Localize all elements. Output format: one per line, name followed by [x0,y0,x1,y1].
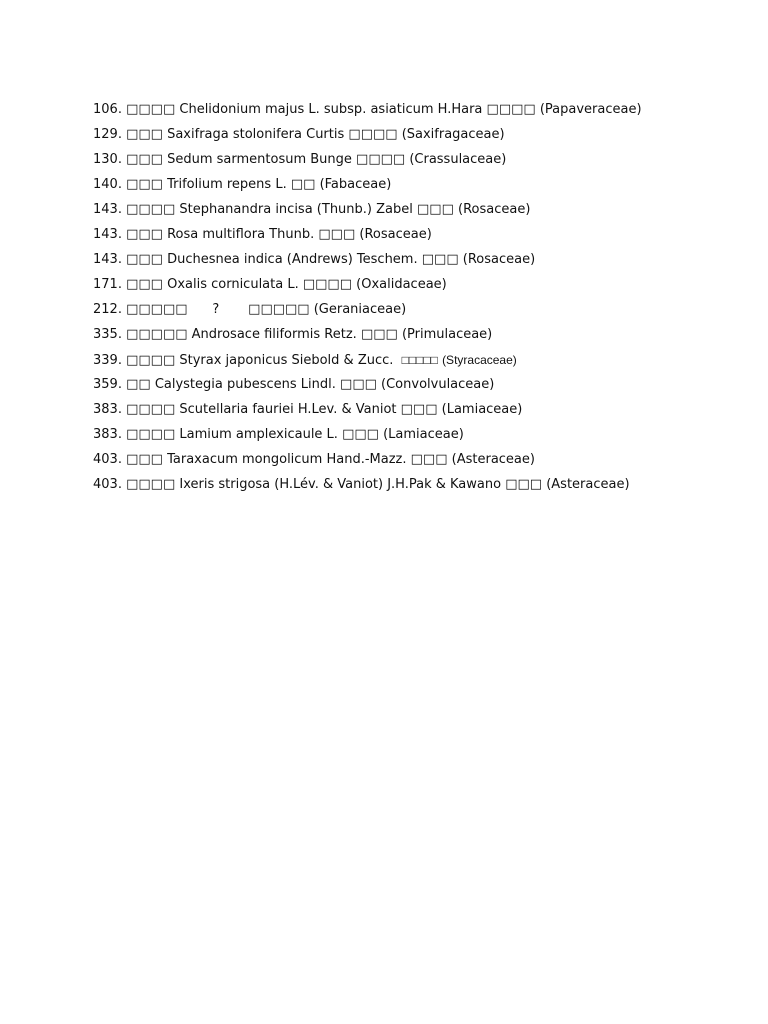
list-item [93,250,753,275]
scientific-name: Taraxacum mongolicum Hand.-Mazz. [167,452,407,467]
entry-number: 359. [93,377,122,392]
family-korean-name: □□□ [342,427,379,442]
korean-name: □□□□ [126,202,176,217]
family-name: (Rosaceae) [462,252,536,267]
list-item [93,325,753,350]
list-item [93,425,753,450]
korean-name: □□□□ [126,427,176,442]
korean-name: □□□□ [126,402,176,417]
korean-name: □□□□□ [126,302,188,317]
scientific-name: ? [191,302,245,317]
family-korean-name: □□□ [400,402,438,417]
entry-number: 339. [93,353,122,368]
scientific-name: Oxalis corniculata L. [167,277,299,292]
korean-name: □□□ [126,177,163,192]
entry-number: 403. [93,452,122,467]
list-item [93,400,753,425]
family-korean-name: □□□ [318,227,356,242]
family-name: (Papaveraceae) [539,102,642,117]
family-korean-name: □□□□ [356,152,406,167]
list-item [93,275,753,300]
family-name: (Lamiaceae) [441,402,523,417]
family-name: (Oxalidaceae) [356,277,447,292]
family-korean-name: □□□ [410,452,448,467]
family-name: (Asteraceae) [546,477,630,492]
scientific-name: Stephanandra incisa (Thunb.) Zabel [179,202,413,217]
family-korean-name: □□□ [417,202,454,217]
entry-number: 171. [93,277,122,292]
entry-number: 106. [93,102,122,117]
family-korean-name: □□□ [421,252,459,267]
entry-number: 383. [93,402,122,417]
scientific-name: Rosa multiflora Thunb. [167,227,315,242]
family-name: (Primulaceae) [401,327,493,342]
scientific-name: Saxifraga stolonifera Curtis [167,127,345,142]
entry-number: 130. [93,152,122,167]
list-item [93,225,753,250]
family-korean-name: □□□□ [486,102,536,117]
family-name: (Fabaceae) [319,177,392,192]
korean-name: □□□□ [126,477,176,492]
scientific-name: Trifolium repens L. [167,177,287,192]
korean-name: □□□ [126,277,163,292]
entry-number: 129. [93,127,122,142]
family-name: (Asteraceae) [451,452,535,467]
scientific-name: Styrax japonicus Siebold & Zucc. [179,353,398,368]
family-name: (Crassulaceae) [409,152,507,167]
scientific-name: Sedum sarmentosum Bunge [167,152,352,167]
list-item [93,150,753,175]
entry-number: 335. [93,327,122,342]
family-korean-name: □□□□□ [401,353,438,367]
korean-name: □□□ [126,252,163,267]
family-korean-name: □□□ [340,377,377,392]
family-name: (Lamiaceae) [383,427,464,442]
scientific-name: Scutellaria fauriei H.Lev. & Vaniot [179,402,397,417]
list-item [93,450,753,475]
entry-number: 143. [93,227,122,242]
entry-number: 403. [93,477,122,492]
korean-name: □□□□ [126,102,176,117]
family-name: (Styracaceae) [442,353,517,367]
family-korean-name: □□□□□ [248,302,310,317]
list-item [93,350,753,375]
species-list [93,100,753,500]
korean-name: □□□□□ [126,327,188,342]
entry-number: 212. [93,302,122,317]
family-korean-name: □□□ [360,327,398,342]
list-item [93,100,753,125]
entry-number: 143. [93,202,122,217]
family-korean-name: □□ [290,177,316,192]
list-item [93,475,753,500]
korean-name: □□□ [126,152,163,167]
scientific-name: Calystegia pubescens Lindl. [154,377,336,392]
list-item [93,175,753,200]
family-name: (Convolvulaceae) [381,377,495,392]
korean-name: □□□□ [126,353,176,368]
korean-name: □□ [126,377,151,392]
list-item [93,200,753,225]
korean-name: □□□ [126,452,163,467]
list-item [93,300,753,325]
entry-number: 383. [93,427,122,442]
scientific-name: Duchesnea indica (Andrews) Teschem. [167,252,418,267]
scientific-name: Androsace filiformis Retz. [191,327,357,342]
scientific-name: Ixeris strigosa (H.Lév. & Vaniot) J.H.Pak & Kawano [179,477,502,492]
scientific-name: Lamium amplexicaule L. [179,427,338,442]
scientific-name: Chelidonium majus L. subsp. asiaticum H.Hara [179,102,483,117]
family-name: (Rosaceae) [458,202,531,217]
family-korean-name: □□□□ [302,277,352,292]
family-name: (Geraniaceae) [313,302,407,317]
korean-name: □□□ [126,227,163,242]
family-korean-name: □□□ [505,477,543,492]
family-korean-name: □□□□ [348,127,398,142]
entry-number: 140. [93,177,122,192]
family-name: (Rosaceae) [359,227,432,242]
list-item [93,125,753,150]
family-name: (Saxifragaceae) [401,127,505,142]
korean-name: □□□ [126,127,163,142]
entry-number: 143. [93,252,122,267]
list-item [93,375,753,400]
